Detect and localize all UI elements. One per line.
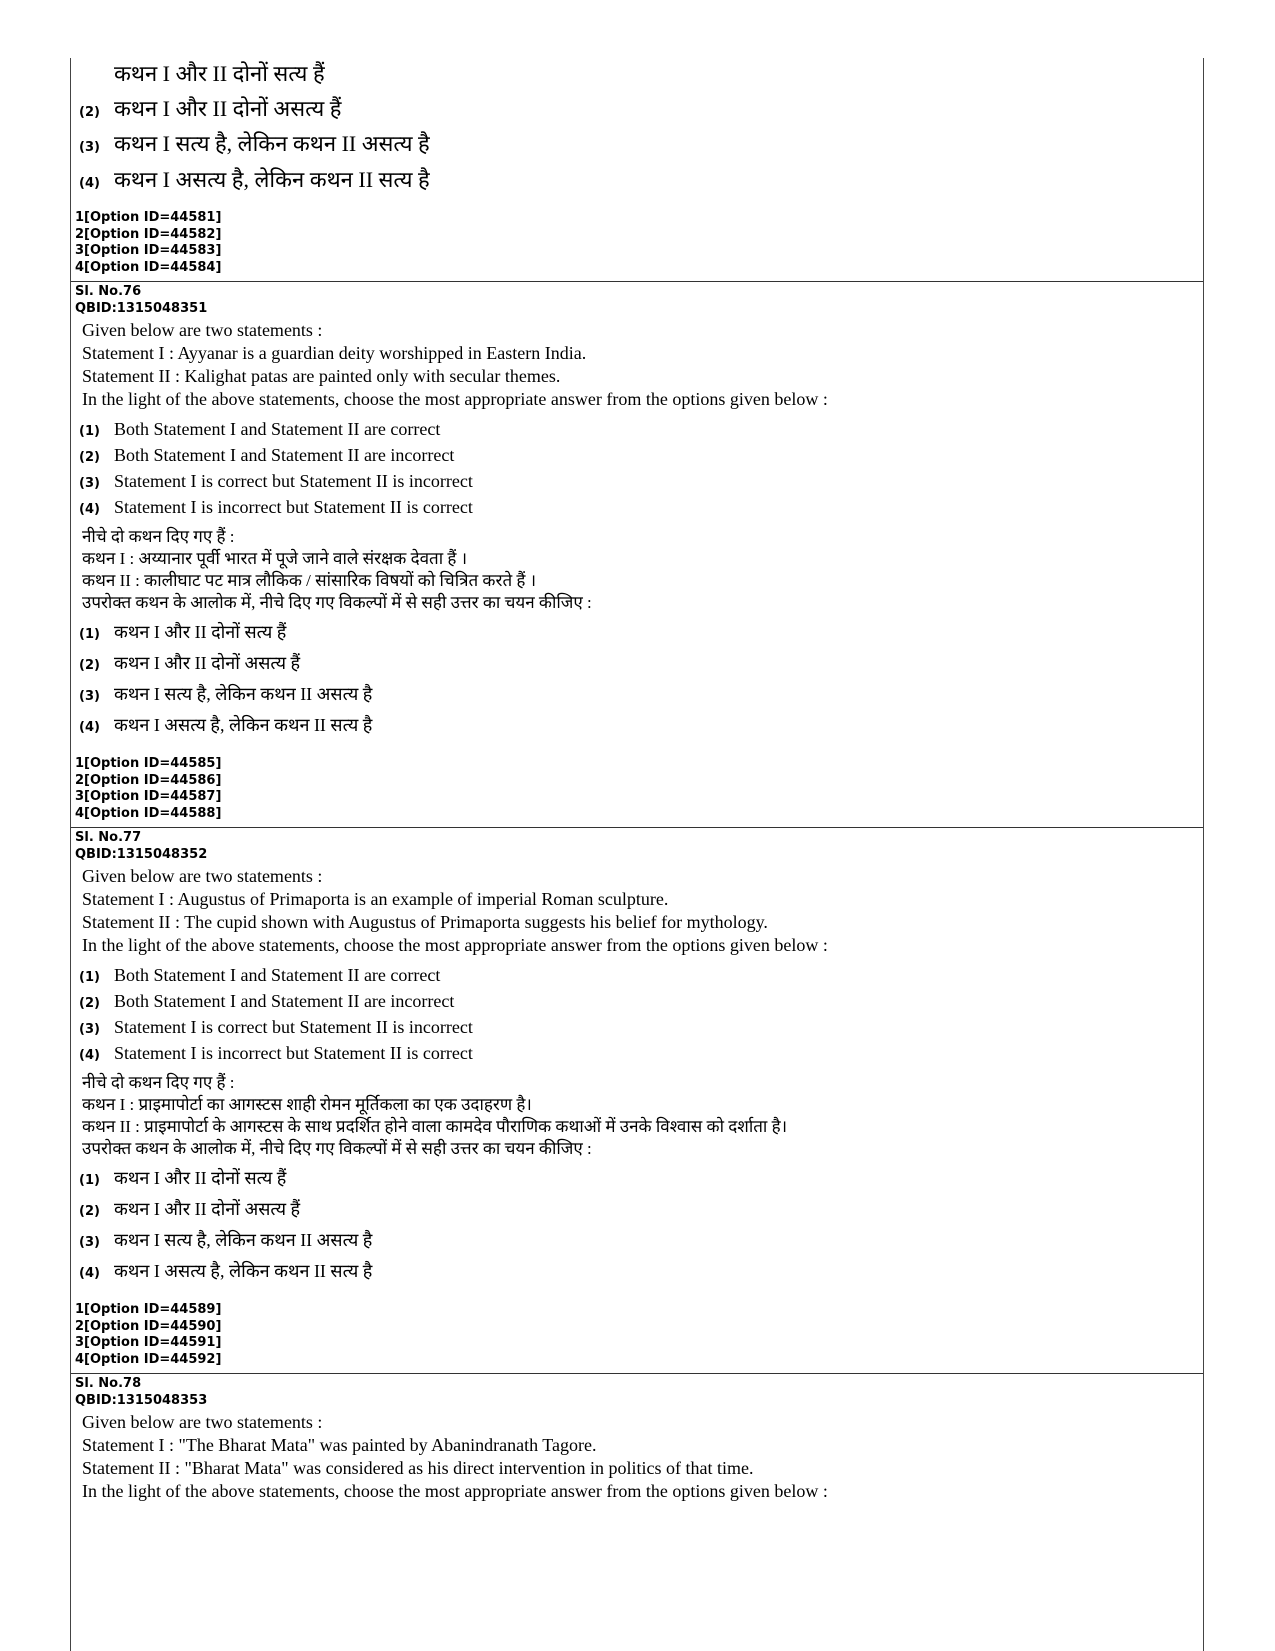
question-line: Statement I : Augustus of Primaporta is an example of imperial Roman sculpture. (82, 889, 669, 909)
serial-number: Sl. No.77 (75, 830, 142, 845)
option-text: Both Statement I and Statement II are incorrect (114, 445, 455, 465)
option-id: 3[Option ID=44591] (75, 1335, 222, 1350)
option-number: (1) (79, 627, 100, 642)
qbid: QBID:1315048353 (75, 1392, 208, 1408)
hindi-question-line: कथन I : अय्यानार पूर्वी भारत में पूजे जाने वाले संरक्षक देवता हैं । (82, 549, 468, 568)
question-line: Statement II : "Bharat Mata" was considered as his direct intervention in politics of that time. (82, 1458, 754, 1478)
qbid: QBID:1315048351 (75, 300, 208, 316)
option-text: Both Statement I and Statement II are correct (114, 965, 441, 985)
question-line: Given below are two statements : (82, 866, 323, 886)
hindi-question-line: नीचे दो कथन दिए गए हैं : (82, 527, 235, 546)
divider (71, 281, 1203, 282)
option-id: 2[Option ID=44582] (75, 226, 222, 242)
option-text: कथन I असत्य है, लेकिन कथन II सत्य है (114, 1261, 373, 1281)
option-id: 1[Option ID=44581] (75, 210, 222, 225)
option-id-list (71, 210, 221, 276)
option-row (79, 419, 440, 440)
hindi-question-line: कथन II : कालीघाट पट मात्र लौकिक / सांसारिक विषयों को चित्रित करते हैं । (82, 571, 537, 590)
option-text: Statement I is incorrect but Statement II is correct (114, 1043, 473, 1063)
option-number: (4) (79, 502, 100, 517)
serial-number: Sl. No.78 (75, 1376, 142, 1391)
option-row (79, 164, 430, 194)
option-number: (2) (79, 658, 100, 673)
qbid: QBID:1315048352 (75, 846, 208, 862)
question-block (71, 830, 1203, 1373)
option-number: (1) (79, 424, 100, 439)
option-row (79, 497, 473, 518)
question-header (71, 830, 207, 863)
option-id: 4[Option ID=44592] (75, 1351, 222, 1367)
option-text: Both Statement I and Statement II are incorrect (114, 991, 455, 1011)
option-number: (4) (79, 1048, 100, 1063)
option-row (79, 620, 286, 644)
option-number: (2) (79, 996, 100, 1011)
option-id: 1[Option ID=44585] (75, 756, 222, 771)
option-number: (4) (79, 720, 100, 735)
option-number: (2) (79, 450, 100, 465)
option-number: (1) (79, 1173, 100, 1188)
option-text: Statement I is correct but Statement II is incorrect (114, 1017, 473, 1037)
option-number: (3) (79, 1022, 100, 1037)
question-block (71, 284, 1203, 827)
question-header (71, 284, 207, 317)
option-id: 2[Option ID=44586] (75, 772, 222, 788)
option-row (79, 58, 325, 88)
question-block (71, 1376, 1203, 1651)
option-text: Statement I is incorrect but Statement II is correct (114, 497, 473, 517)
option-row (79, 128, 430, 158)
option-text: Statement I is correct but Statement II is incorrect (114, 471, 473, 491)
option-id-list (71, 1302, 221, 1368)
hindi-question-line: उपरोक्त कथन के आलोक में, नीचे दिए गए विकल्पों में से सही उत्तर का चयन कीजिए : (82, 593, 592, 612)
option-row (79, 471, 473, 492)
option-number: (2) (79, 1204, 100, 1219)
option-text: कथन I असत्य है, लेकिन कथन II सत्य है (114, 715, 373, 735)
question-line: In the light of the above statements, choose the most appropriate answer from the options given below : (82, 389, 828, 409)
question-line: Statement II : Kalighat patas are painted only with secular themes. (82, 366, 561, 386)
option-number: (3) (79, 476, 100, 491)
option-row (79, 1197, 300, 1221)
option-id: 2[Option ID=44590] (75, 1318, 222, 1334)
option-number: (1) (79, 970, 100, 985)
option-row (79, 965, 440, 986)
question-line: Given below are two statements : (82, 320, 323, 340)
option-id: 4[Option ID=44588] (75, 805, 222, 821)
option-text: कथन I और II दोनों असत्य हैं (114, 653, 301, 673)
question-header (71, 1376, 207, 1409)
hindi-question-line: कथन II : प्राइमापोर्टा के आगस्टस के साथ प्रदर्शित होने वाला कामदेव पौराणिक कथाओं में उनके विश्वास को दर्शाता है। (82, 1117, 788, 1136)
question-paper-frame (70, 58, 1204, 1651)
question-line: Given below are two statements : (82, 1412, 323, 1432)
serial-number: Sl. No.76 (75, 284, 142, 299)
question-line: Statement I : "The Bharat Mata" was painted by Abanindranath Tagore. (82, 1435, 597, 1455)
option-text: कथन I सत्य है, लेकिन कथन II असत्य है (114, 1230, 373, 1250)
previous-question-tail (71, 58, 1203, 281)
option-row (79, 1043, 473, 1064)
option-row (79, 1017, 473, 1038)
option-row (79, 1228, 372, 1252)
option-number: (3) (79, 140, 100, 155)
question-line: Statement I : Ayyanar is a guardian deity worshipped in Eastern India. (82, 343, 587, 363)
option-text: कथन I सत्य है, लेकिन कथन II असत्य है (114, 684, 373, 704)
option-row (79, 651, 300, 675)
option-row (79, 713, 372, 737)
option-id: 4[Option ID=44584] (75, 259, 222, 275)
question-line: In the light of the above statements, choose the most appropriate answer from the options given below : (82, 935, 828, 955)
option-text: Both Statement I and Statement II are correct (114, 419, 441, 439)
option-number: (3) (79, 1235, 100, 1250)
option-text: कथन I और II दोनों असत्य हैं (114, 1199, 301, 1219)
option-text: कथन I असत्य है, लेकिन कथन II सत्य है (114, 167, 430, 192)
divider (71, 1373, 1203, 1374)
option-row (79, 1166, 286, 1190)
option-row (79, 93, 341, 123)
question-line: In the light of the above statements, choose the most appropriate answer from the options given below : (82, 1481, 828, 1501)
option-id: 3[Option ID=44583] (75, 243, 222, 258)
option-id: 3[Option ID=44587] (75, 789, 222, 804)
option-text: कथन I और II दोनों सत्य हैं (114, 1168, 287, 1188)
hindi-question-line: उपरोक्त कथन के आलोक में, नीचे दिए गए विकल्पों में से सही उत्तर का चयन कीजिए : (82, 1139, 592, 1158)
option-number: (4) (79, 1266, 100, 1281)
option-id: 1[Option ID=44589] (75, 1302, 222, 1317)
option-row (79, 1259, 372, 1283)
option-row (79, 991, 454, 1012)
option-row (79, 445, 454, 466)
option-text: कथन I और II दोनों सत्य हैं (114, 622, 287, 642)
hindi-question-line: कथन I : प्राइमापोर्टा का आगस्टस शाही रोमन मूर्तिकला का एक उदाहरण है। (82, 1095, 532, 1114)
option-text: कथन I सत्य है, लेकिन कथन II असत्य है (114, 131, 430, 156)
option-row (79, 682, 372, 706)
option-text: कथन I और II दोनों सत्य हैं (114, 61, 325, 86)
hindi-question-line: नीचे दो कथन दिए गए हैं : (82, 1073, 235, 1092)
divider (71, 827, 1203, 828)
option-id-list (71, 756, 221, 822)
option-number: (3) (79, 689, 100, 704)
question-line: Statement II : The cupid shown with Augustus of Primaporta suggests his belief for mythology. (82, 912, 768, 932)
option-number: (4) (79, 176, 100, 191)
option-number: (2) (79, 105, 100, 120)
option-text: कथन I और II दोनों असत्य हैं (114, 96, 342, 121)
